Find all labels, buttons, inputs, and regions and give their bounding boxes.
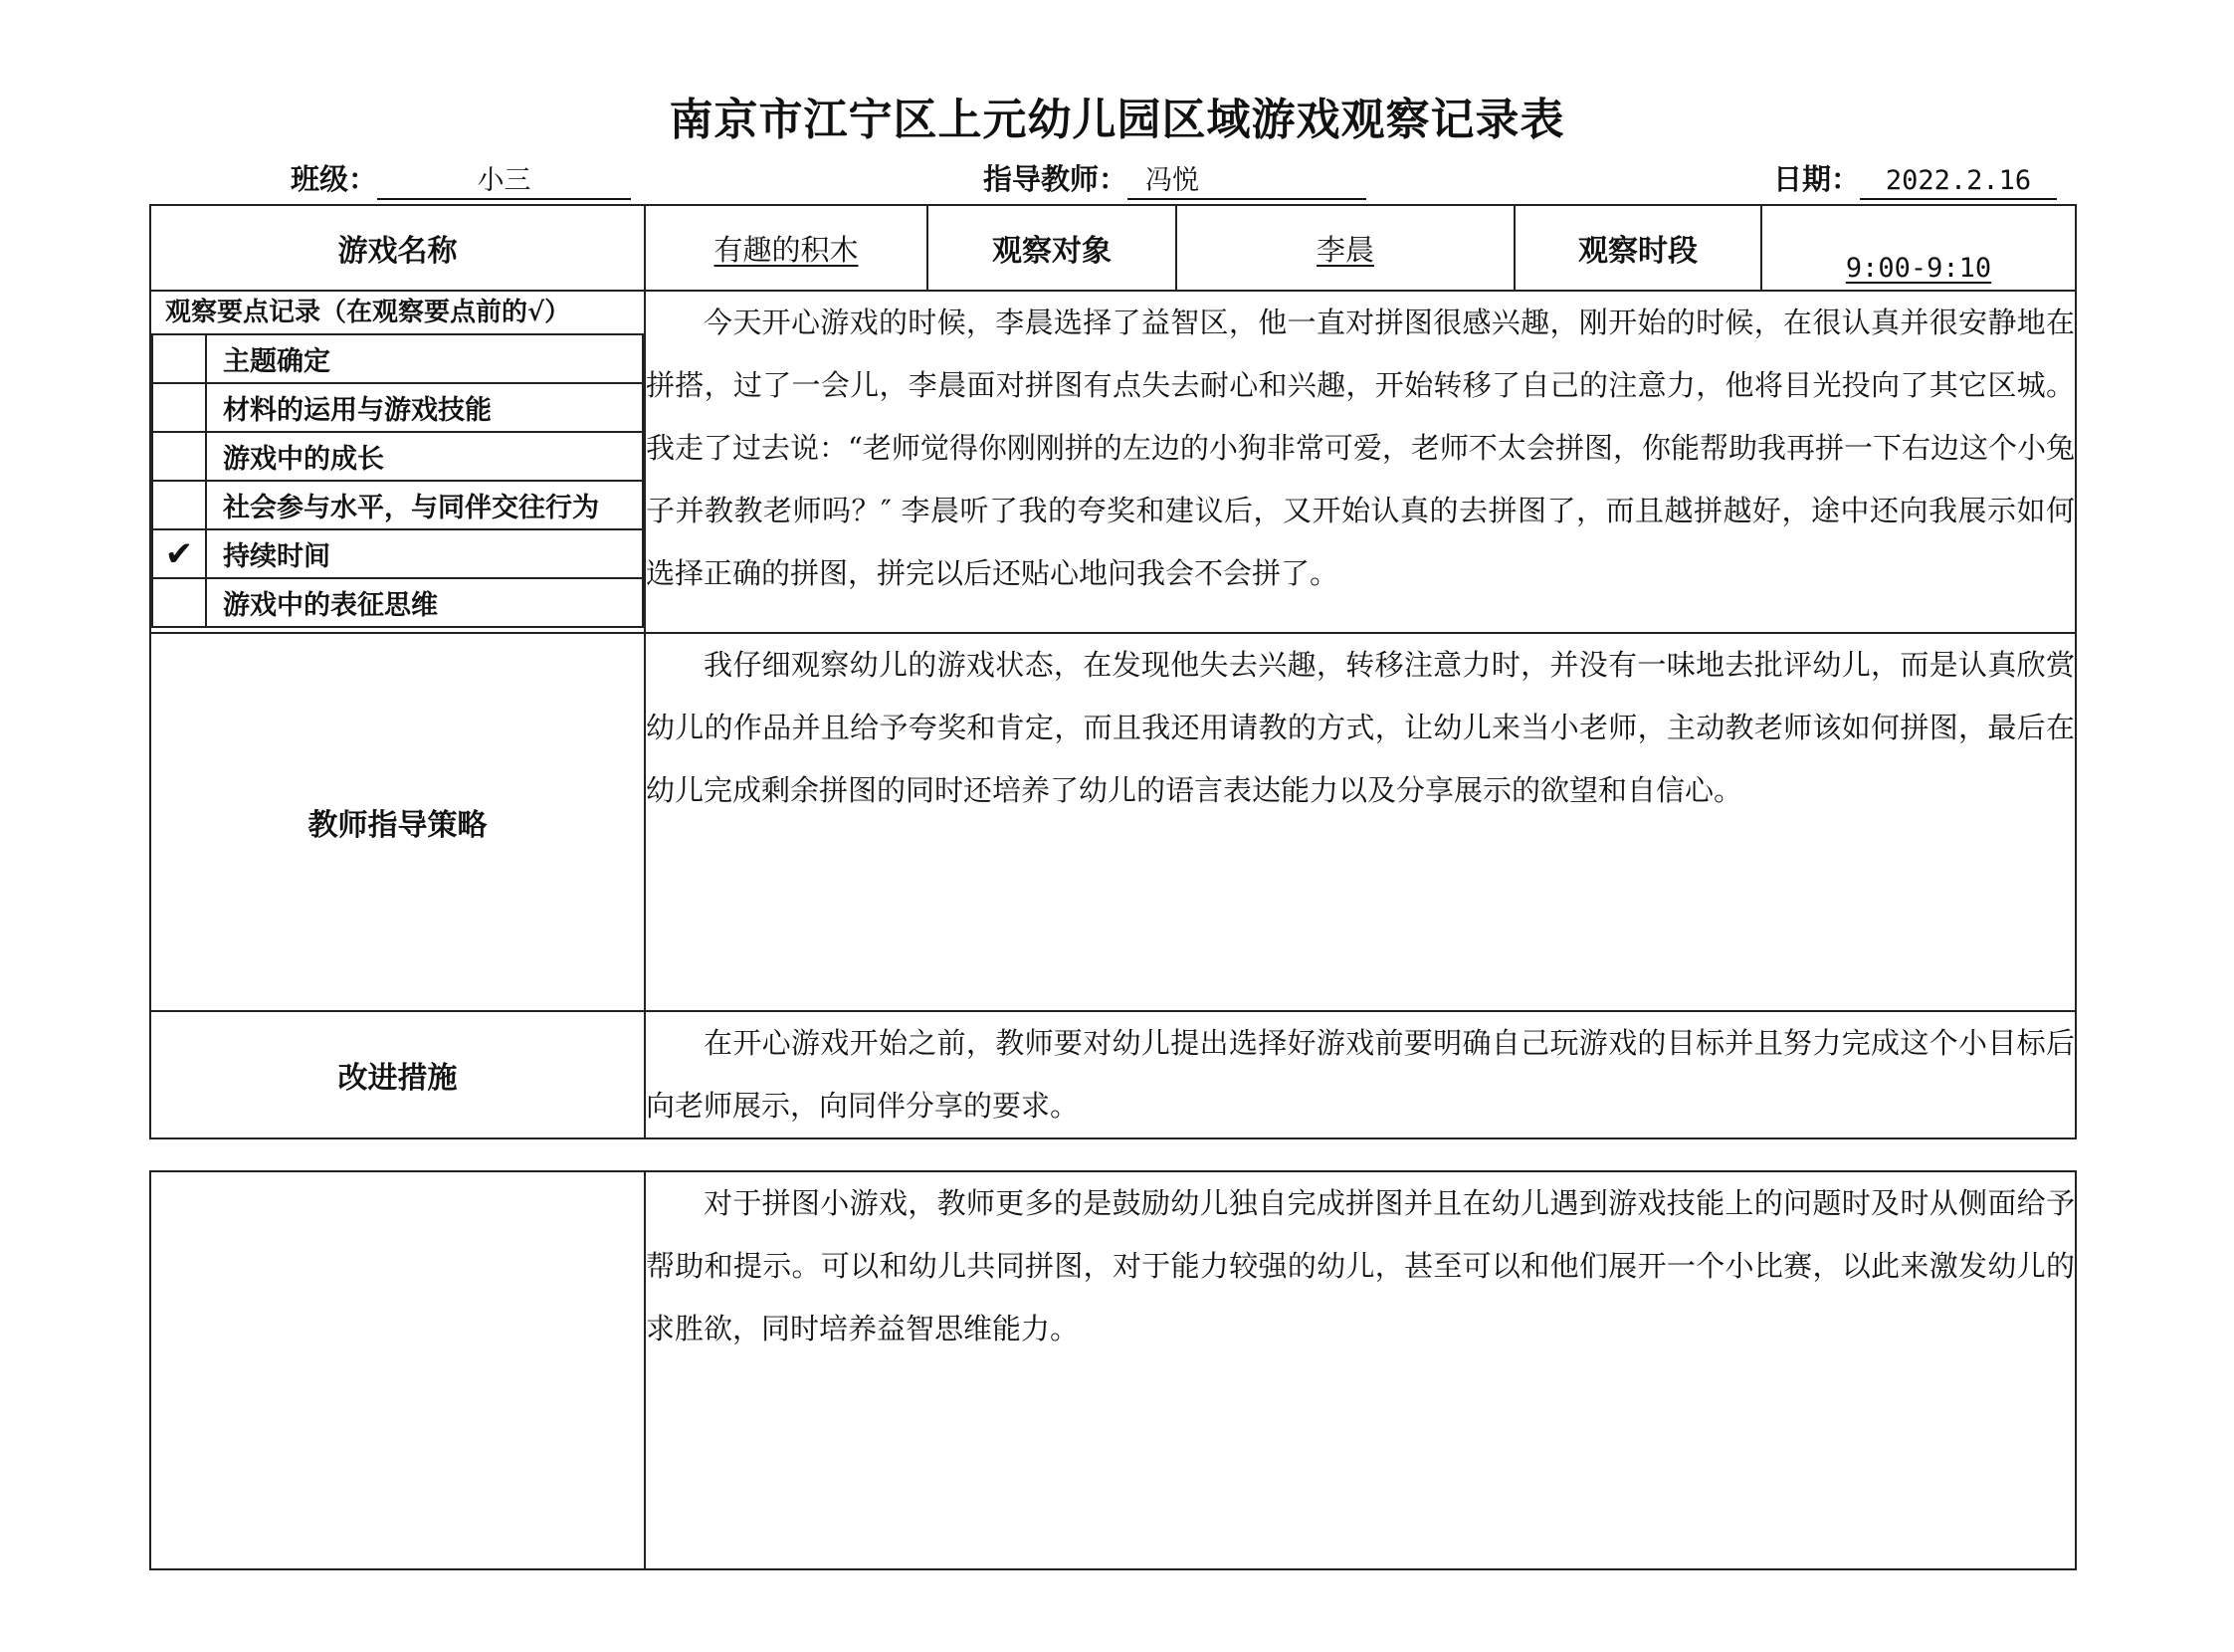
continuation-row [150, 1171, 2076, 1569]
checklist [151, 333, 644, 628]
date-label: 日期： [1773, 162, 1861, 196]
checkmark-icon: ✔ [152, 529, 206, 578]
game-name-cell [645, 205, 927, 291]
info-row [150, 205, 2076, 291]
checklist-item-label: 游戏中的成长 [206, 432, 643, 481]
checklist-item [152, 432, 643, 481]
subject-cell [1176, 205, 1515, 291]
checkbox [152, 578, 206, 627]
checklist-item-label: 持续时间 [206, 529, 643, 578]
improvement-text: 在开心游戏开始之前，教师要对幼儿提出选择好游戏前要明确自己玩游戏的目标并且努力完成这个小目标后向老师展示，向同伴分享的要求。 [645, 1011, 2076, 1138]
teacher-label: 指导教师： [983, 162, 1128, 196]
checklist-item [152, 383, 643, 432]
strategy-label: 教师指导策略 [150, 633, 645, 1011]
date-value: 2022.2.16 [1860, 164, 2057, 200]
observation-text: 今天开心游戏的时候，李晨选择了益智区，他一直对拼图很感兴趣，刚开始的时候，在很认真并很安静地在拼搭，过了一会儿，李晨面对拼图有点失去耐心和兴趣，开始转移了自己的注意力，他将目光投向了其它区城。我走了过去说：“老师觉得你刚刚拼的左边的小狗非常可爱，老师不太会拼图，你能帮助我再拼一下右边这个小兔子并教教老师吗？″ 李晨听了我的夸奖和建议后，又开始认真的去拼图了，而且越拼越好，途中还向我展示如何选择正确的拼图，拼完以后还贴心地问我会不会拼了。 [645, 291, 2076, 633]
checkbox [152, 432, 206, 481]
teacher-field [983, 157, 1366, 200]
period-value: 9:00-9:10 [1845, 253, 1992, 284]
strategy-row [150, 633, 2076, 1011]
game-name-label: 游戏名称 [150, 205, 645, 291]
period-label: 观察时段 [1515, 205, 1761, 291]
checklist-item [152, 481, 643, 529]
improvement-label: 改进措施 [150, 1011, 645, 1138]
period-cell [1761, 205, 2076, 291]
teacher-value: 冯悦 [1127, 164, 1366, 200]
checklist-row [150, 291, 2076, 633]
checklist-item-label: 社会参与水平，与同伴交往行为 [206, 481, 643, 529]
strategy-text: 我仔细观察幼儿的游戏状态，在发现他失去兴趣，转移注意力时，并没有一味地去批评幼儿，而是认真欣赏幼儿的作品并且给予夸奖和肯定，而且我还用请教的方式，让幼儿来当小老师，主动教老师该如何拼图，最后在幼儿完成剩余拼图的同时还培养了幼儿的语言表达能力以及分享展示的欲望和自信心。 [645, 633, 2076, 1011]
form-title: 南京市江宁区上元幼儿园区域游戏观察记录表 [669, 95, 1565, 145]
improvement-row [150, 1011, 2076, 1138]
checkbox [152, 334, 206, 383]
checkbox [152, 383, 206, 432]
checklist-item [152, 578, 643, 627]
checklist-item-label: 游戏中的表征思维 [206, 578, 643, 627]
continuation-label [150, 1171, 645, 1569]
checklist-item-label: 材料的运用与游戏技能 [206, 383, 643, 432]
continuation-text: 对于拼图小游戏，教师更多的是鼓励幼儿独自完成拼图并且在幼儿遇到游戏技能上的问题时及时从侧面给予帮助和提示。可以和幼儿共同拼图，对于能力较强的幼儿，甚至可以和他们展开一个小比赛，以此来激发幼儿的求胜欲，同时培养益智思维能力。 [645, 1171, 2076, 1569]
game-name-value: 有趣的积木 [713, 232, 859, 267]
date-field [1773, 157, 2057, 200]
continuation-table [149, 1170, 2077, 1570]
checklist-heading: 观察要点记录（在观察要点前的√） [165, 298, 571, 327]
checklist-item [152, 334, 643, 383]
class-label: 班级： [291, 162, 378, 196]
class-value: 小三 [377, 164, 631, 200]
checklist-item-label: 主题确定 [206, 334, 643, 383]
class-field [291, 157, 631, 200]
checkbox [152, 481, 206, 529]
subject-label: 观察对象 [927, 205, 1176, 291]
observation-record-table [149, 204, 2077, 1139]
checklist-cell [150, 291, 645, 633]
subject-value: 李晨 [1316, 232, 1374, 267]
checklist-item [152, 529, 643, 578]
